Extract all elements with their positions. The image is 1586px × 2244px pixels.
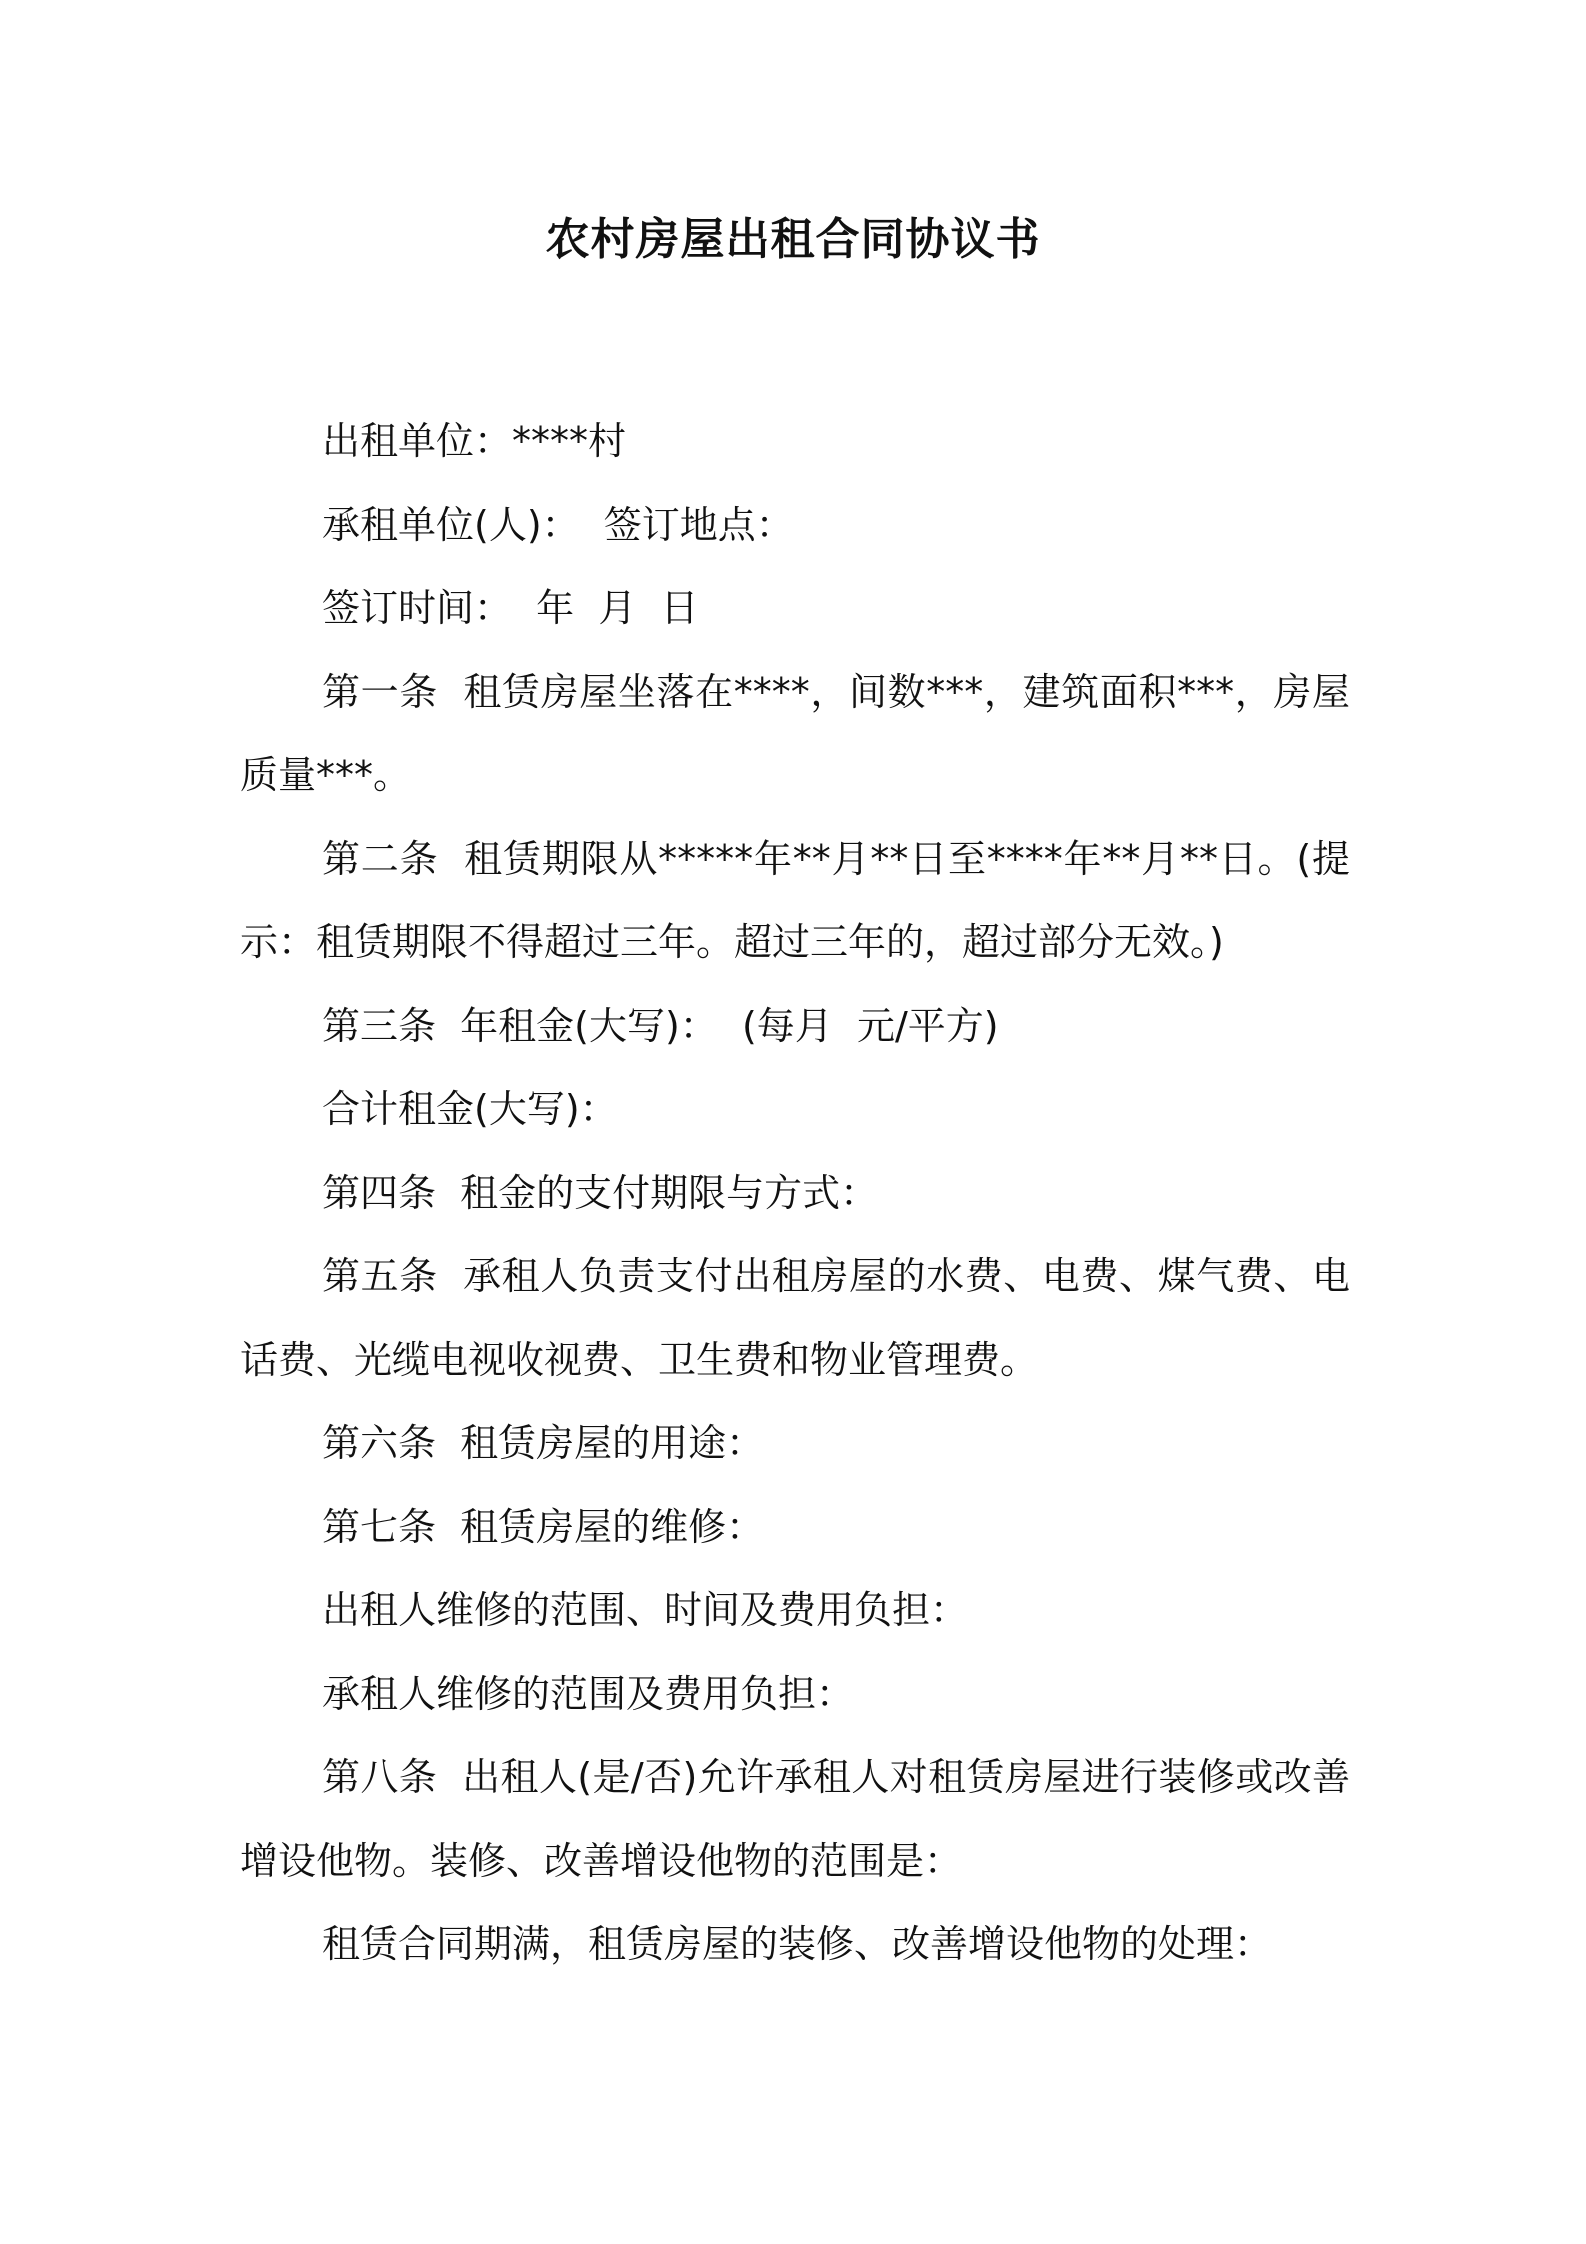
paragraph-article-8: 第八条 出租人(是/否)允许承租人对租赁房屋进行装修或改善增设他物。装修、改善增设他物的范围是： xyxy=(240,1755,1350,1883)
document-body xyxy=(240,400,1350,1987)
paragraph-article-2: 第二条 租赁期限从*****年**月**日至****年**月**日。(提示：租赁期限不得超过三年。超过三年的，超过部分无效。) xyxy=(240,836,1350,964)
paragraph-signing-date: 签订时间： 年 月 日 xyxy=(322,586,699,630)
paragraph-lessee-and-place: 承租单位(人)： 签订地点： xyxy=(322,502,794,547)
paragraph-article-6: 第六条 租赁房屋的用途： xyxy=(322,1421,765,1465)
paragraph-article-5: 第五条 承租人负责支付出租房屋的水费、电费、煤气费、电话费、光缆电视收视费、卫生费和物业管理费。 xyxy=(240,1254,1350,1382)
paragraph-article-4: 第四条 租金的支付期限与方式： xyxy=(322,1170,879,1215)
paragraph-expiry-handling: 租赁合同期满，租赁房屋的装修、改善增设他物的处理： xyxy=(322,1922,1273,1966)
document-title: 农村房屋出租合同协议书 xyxy=(545,214,1041,265)
paragraph-article-1: 第一条 租赁房屋坐落在****，间数***，建筑面积***，房屋质量***。 xyxy=(240,669,1350,797)
paragraph-lessee-repair: 承租人维修的范围及费用负担： xyxy=(322,1671,855,1716)
paragraph-article-3: 第三条 年租金(大写)： (每月 元/平方) xyxy=(322,1003,999,1048)
paragraph-lessor: 出租单位：****村 xyxy=(322,419,627,463)
paragraph-lessor-repair: 出租人维修的范围、时间及费用负担： xyxy=(322,1588,969,1632)
paragraph-article-7: 第七条 租赁房屋的维修： xyxy=(322,1504,765,1549)
paragraph-total-rent: 合计租金(大写)： xyxy=(322,1087,618,1131)
